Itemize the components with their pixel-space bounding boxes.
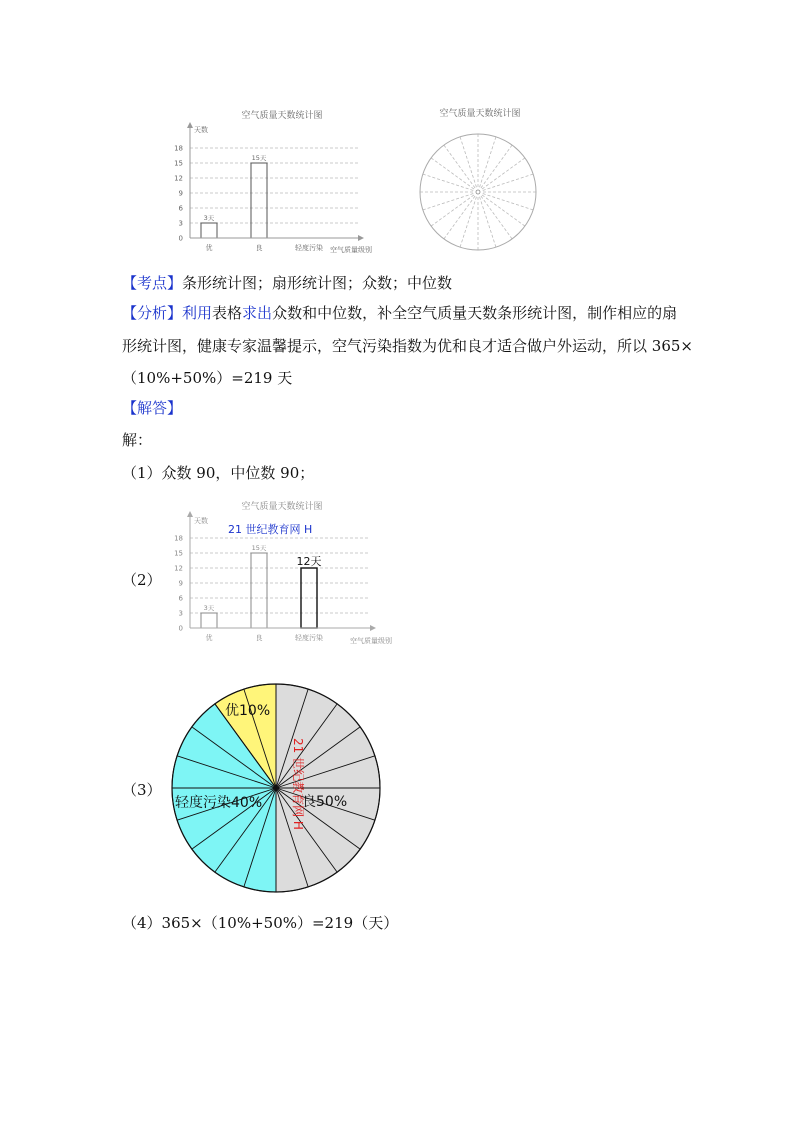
- x-axis-arrow: [370, 625, 376, 631]
- completed-bar-chart: [170, 495, 420, 655]
- blank-pie-spoke: [444, 145, 475, 188]
- blank-pie-spoke: [444, 196, 475, 239]
- x-tick-label: 良: [255, 244, 263, 252]
- top-bar-chart: [170, 100, 400, 260]
- y-tick-label: 9: [178, 579, 183, 588]
- blank-pie-spoke: [483, 174, 533, 190]
- blank-pie-spoke: [460, 197, 476, 247]
- blank-pie-spoke: [423, 194, 473, 210]
- y-tick-label: 6: [178, 594, 183, 603]
- x-tick-label: 轻度污染: [295, 244, 323, 252]
- bar-value-label: 15天: [251, 154, 267, 162]
- x-tick-label: 优: [205, 244, 213, 252]
- blank-pie-chart: [410, 100, 550, 260]
- fenxi-link-2[interactable]: 求出: [242, 304, 273, 322]
- x-tick-label: 轻度污染: [295, 634, 323, 642]
- pie-label-qingdu: 轻度污染40%: [175, 795, 263, 811]
- x-tick-label: 优: [205, 634, 213, 642]
- x-axis-arrow: [358, 235, 364, 241]
- watermark-text: 21 世纪教育网 H: [228, 523, 313, 536]
- fenxi-line-2: 形统计图，健康专家温馨提示，空气污染指数为优和良才适合做户外运动，所以 365×: [122, 337, 693, 355]
- blank-pie-spoke: [482, 195, 525, 226]
- blank-pie-spoke: [423, 174, 473, 190]
- pie-label-liang: 良50%: [302, 794, 348, 810]
- blank-pie-spoke: [481, 145, 512, 188]
- fenxi-link-1[interactable]: 利用: [182, 304, 213, 322]
- q2-label: （2）: [122, 571, 162, 589]
- colored-pie-chart: [168, 678, 384, 898]
- y-tick-label: 6: [178, 204, 183, 213]
- blank-pie-spoke: [480, 197, 496, 247]
- x-axis-label: 空气质量级别: [330, 246, 372, 254]
- y-tick-label: 12: [174, 564, 183, 573]
- x-axis-label: 空气质量级别: [350, 637, 392, 645]
- y-tick-label: 15: [174, 159, 183, 168]
- fenxi-line-3: （10%+50%）=219 天: [122, 369, 293, 387]
- y-tick-label: 3: [178, 219, 183, 228]
- blank-pie-spoke: [483, 194, 533, 210]
- blank-pie-center: [476, 190, 480, 194]
- y-tick-label: 18: [174, 534, 183, 543]
- jieda-tag: 【解答】: [122, 399, 183, 417]
- fenxi-line-1: [122, 303, 677, 323]
- bar-value-label: 3天: [203, 214, 215, 222]
- fenxi-tag: 【分析】: [122, 304, 183, 322]
- chart-title: 空气质量天数统计图: [241, 111, 323, 121]
- blank-pie-spoke: [460, 137, 476, 187]
- bar: [251, 553, 267, 628]
- bar: [251, 163, 267, 238]
- y-axis-label: 天数: [194, 126, 208, 134]
- bar: [201, 223, 217, 238]
- kaodian-tag: 【考点】: [122, 274, 183, 292]
- blank-pie-spoke: [481, 196, 512, 239]
- jie-label: 解：: [122, 431, 153, 449]
- q3-label: （3）: [122, 781, 162, 799]
- blank-pie-spoke: [431, 195, 474, 226]
- pie-title: 空气质量天数统计图: [439, 109, 521, 119]
- y-tick-label: 15: [174, 549, 183, 558]
- blank-pie-spoke: [480, 137, 496, 187]
- blank-pie-spoke: [482, 158, 525, 189]
- q4-answer: （4）365×（10%+50%）=219（天）: [122, 914, 399, 932]
- kaodian-text: 条形统计图；扇形统计图；众数；中位数: [182, 274, 453, 292]
- y-axis-arrow: [187, 122, 193, 128]
- q1-answer: （1）众数 90，中位数 90；: [122, 464, 315, 482]
- blank-pie-spoke: [431, 158, 474, 189]
- y-tick-label: 12: [174, 174, 183, 183]
- x-tick-label: 良: [255, 634, 263, 642]
- kaodian-line: [122, 273, 452, 293]
- bar: [201, 613, 217, 628]
- bar-value-label: 15天: [251, 544, 267, 552]
- fenxi-text-1: 表格: [212, 304, 243, 322]
- bar-value-label: 3天: [203, 604, 215, 612]
- pie-watermark: 21 世纪教育网 H: [291, 738, 305, 830]
- y-axis-arrow: [187, 511, 193, 517]
- bar: [301, 568, 317, 628]
- y-tick-label: 0: [178, 234, 183, 243]
- y-tick-label: 9: [178, 189, 183, 198]
- chart-title: 空气质量天数统计图: [241, 502, 323, 512]
- y-tick-label: 18: [174, 144, 183, 153]
- pie-label-you: 优10%: [225, 703, 271, 719]
- bar-value-label: 12天: [296, 555, 322, 568]
- y-axis-label: 天数: [194, 517, 208, 525]
- y-tick-label: 0: [178, 624, 183, 633]
- fenxi-text-2: 众数和中位数，补全空气质量天数条形统计图，制作相应的扇: [272, 304, 678, 322]
- y-tick-label: 3: [178, 609, 183, 618]
